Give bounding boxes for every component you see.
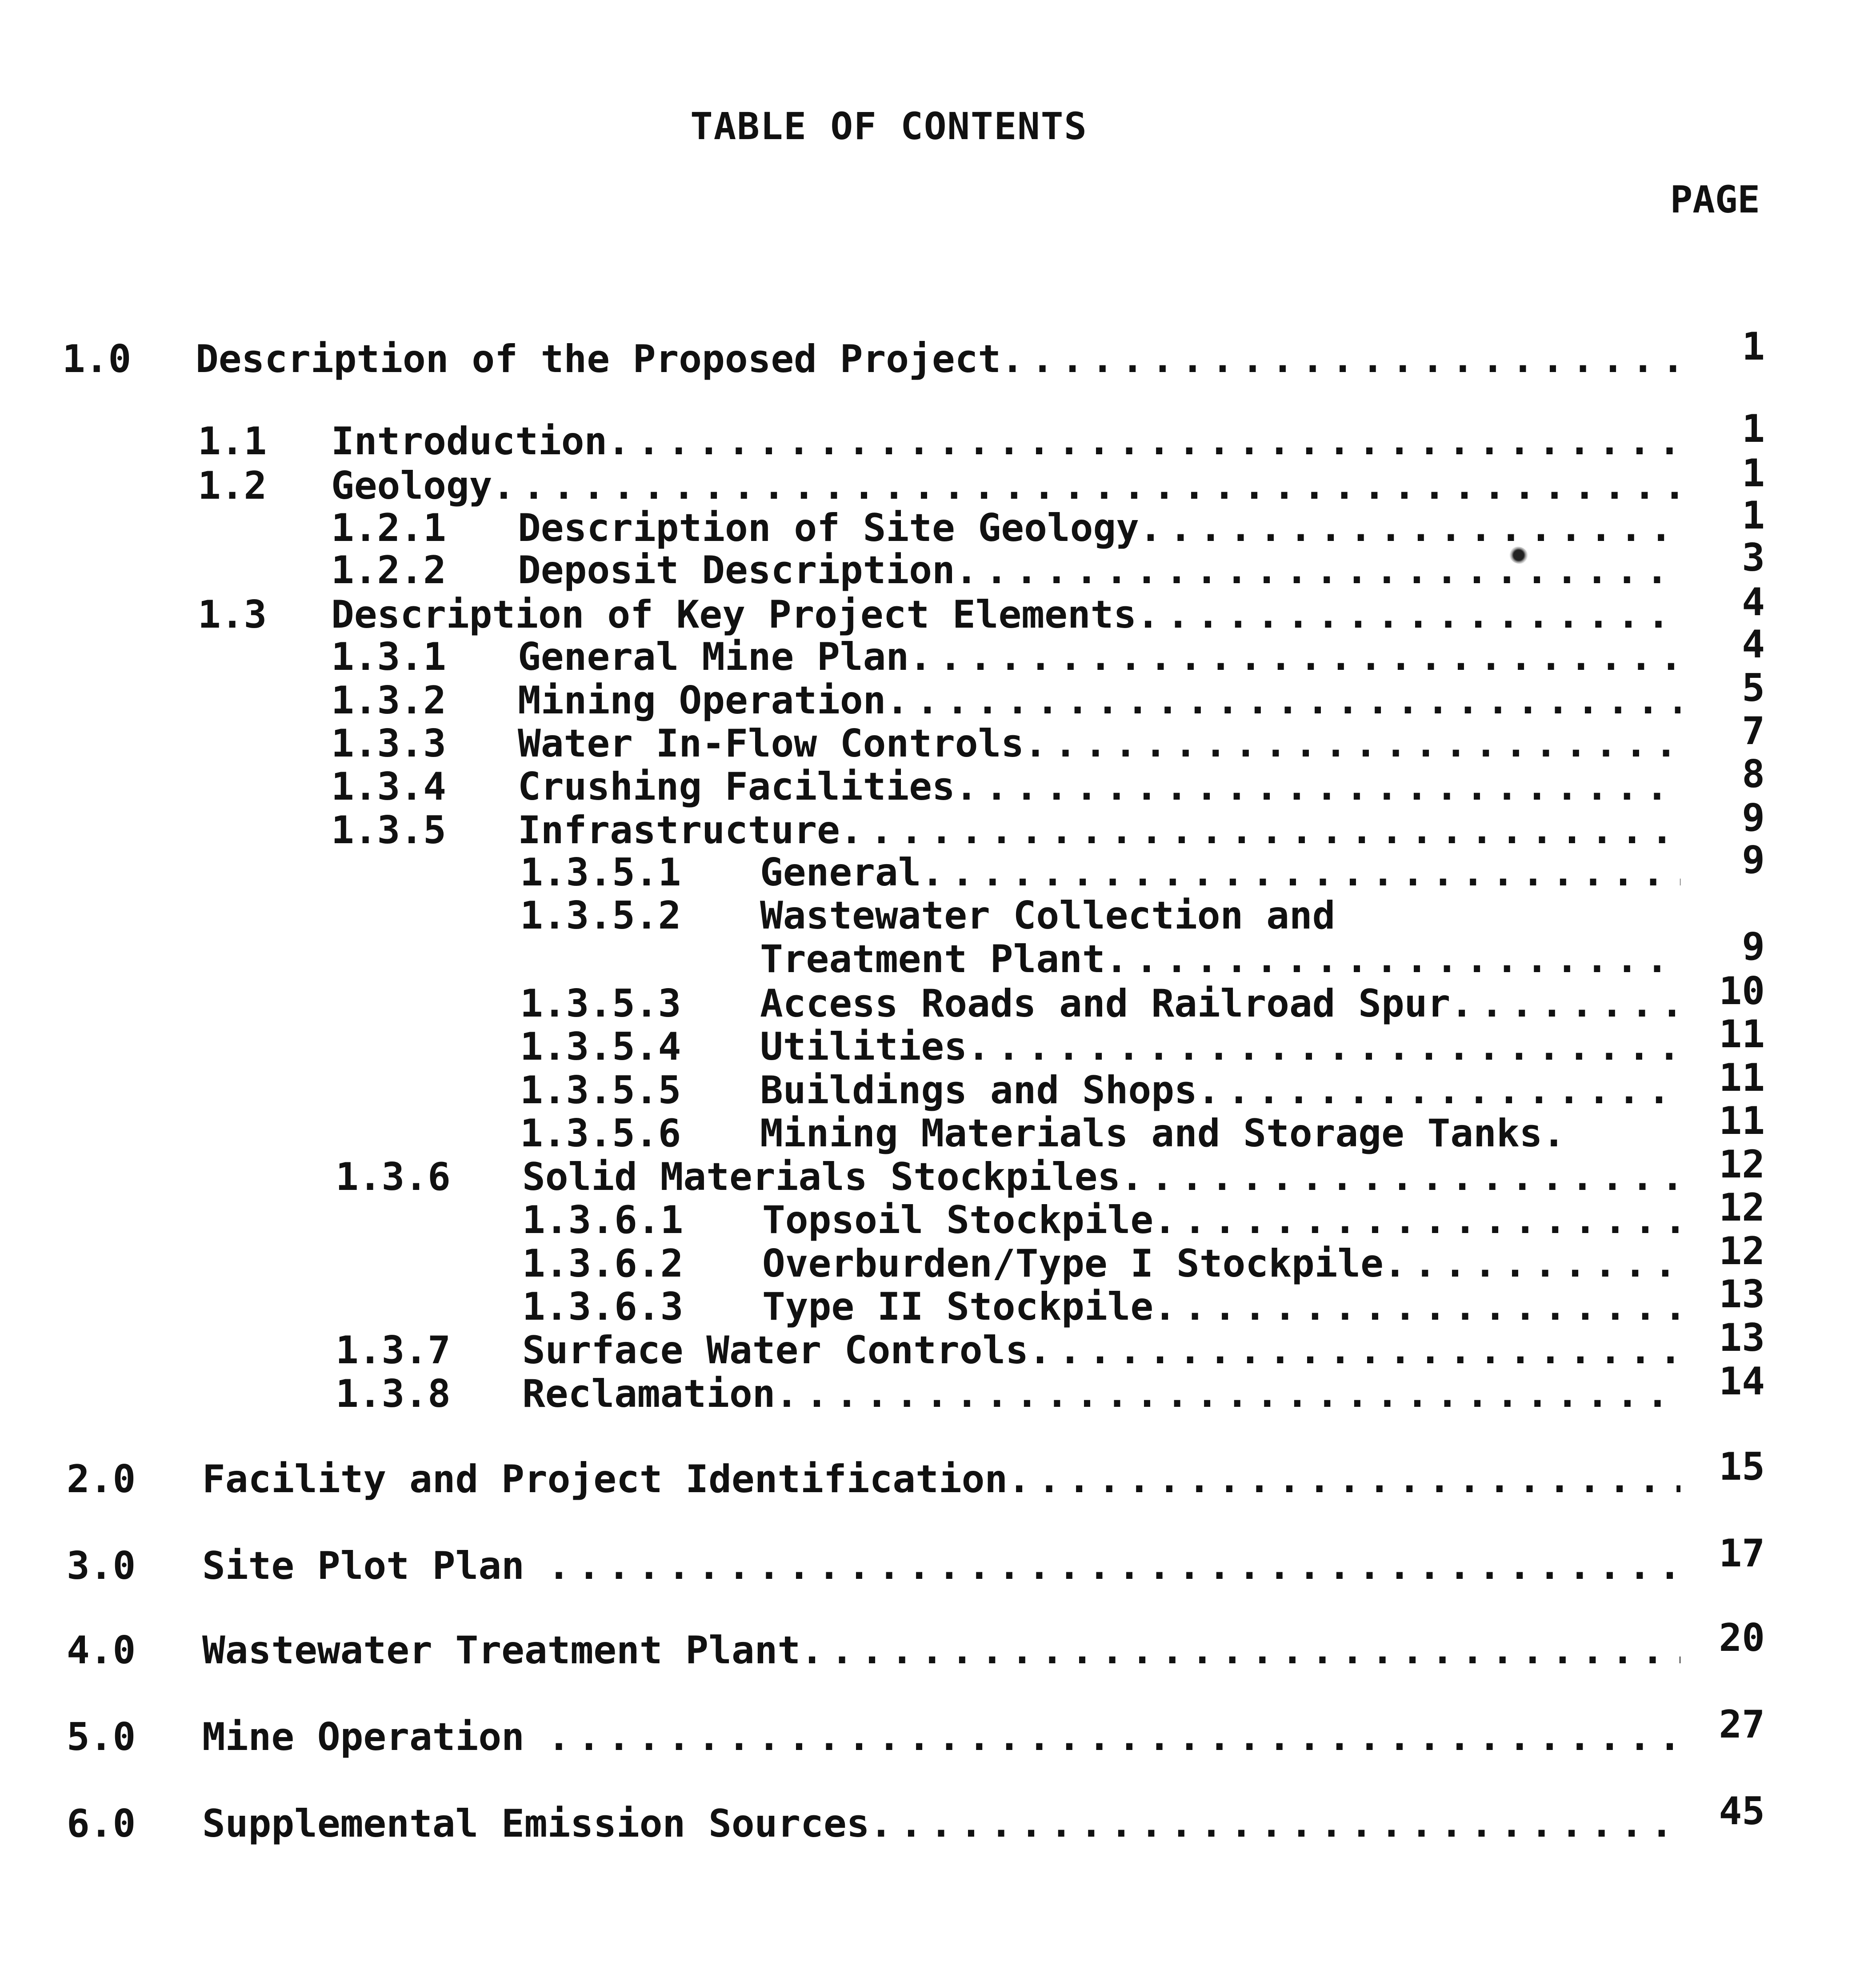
toc-entry-number: 1.3.6.1 [522, 1198, 684, 1242]
toc-entry-number: 1.2.1 [331, 506, 446, 550]
toc-entry-number: 1.3.1 [331, 635, 446, 679]
toc-entry-page: 27 [1719, 1702, 1765, 1747]
dot-leader [870, 1802, 1680, 1845]
toc-entry-page: 12 [1719, 1185, 1765, 1230]
toc-entry [0, 796, 1876, 853]
toc-entry-number: 1.3.5.5 [520, 1068, 681, 1113]
toc-entry [0, 709, 1876, 766]
toc-entry-leader [202, 1629, 1680, 1672]
toc-entry-leader [762, 1285, 1680, 1328]
toc-entry-number: 1.3.5.2 [520, 893, 681, 938]
toc-entry-title: Buildings and Shops [760, 1069, 1197, 1112]
toc-entry-leader [331, 464, 1680, 507]
toc-entry-page: 11 [1719, 1012, 1765, 1057]
toc-entry-title: Description of the Proposed Project [196, 338, 1001, 380]
toc-entry-title: Mine Operation [202, 1716, 548, 1758]
toc-entry-page: 15 [1719, 1445, 1765, 1489]
dot-leader [1105, 938, 1680, 981]
toc-entry-number: 1.3.5 [331, 808, 446, 853]
toc-entry [0, 1012, 1876, 1069]
toc-entry-title: Surface Water Controls [522, 1329, 1029, 1372]
toc-entry [0, 1789, 1876, 1846]
toc-entry [0, 969, 1876, 1026]
toc-entry-title: Facility and Project Identification [202, 1458, 1008, 1501]
toc-entry [0, 493, 1876, 550]
toc-entry-page: 3 [1742, 536, 1765, 580]
toc-entry-page: 8 [1742, 752, 1765, 797]
toc-entry [0, 1445, 1876, 1502]
toc-entry-page: 10 [1719, 969, 1765, 1013]
dot-leader [967, 1025, 1680, 1068]
toc-entry [0, 536, 1876, 593]
toc-entry-number: 6.0 [67, 1802, 136, 1846]
toc-entry-number: 1.3 [198, 593, 267, 637]
toc-entry-leader [196, 338, 1680, 380]
toc-entry-page: 12 [1719, 1142, 1765, 1187]
toc-entry [0, 622, 1876, 679]
toc-entry-number: 1.1 [198, 419, 267, 464]
dot-leader [1153, 1199, 1680, 1241]
toc-entry-leader [202, 1545, 1680, 1587]
toc-entry [0, 838, 1876, 895]
dot-leader [548, 1545, 1680, 1587]
toc-entry-leader [760, 894, 1680, 937]
toc-entry-page: 20 [1719, 1616, 1765, 1660]
dot-leader [909, 636, 1680, 678]
toc-entry-page: 7 [1742, 709, 1765, 753]
dot-leader [548, 1716, 1680, 1758]
toc-entry [0, 894, 1876, 937]
toc-entry-page: 17 [1719, 1531, 1765, 1576]
toc-entry-title: Mining Materials and Storage Tanks. [760, 1112, 1566, 1155]
toc-entry [0, 752, 1876, 809]
toc-entry [0, 1056, 1876, 1113]
toc-entry-leader [518, 765, 1680, 808]
toc-entry-title: Deposit Description [518, 549, 955, 592]
toc-entry-page: 1 [1742, 451, 1765, 496]
toc-entry-title: Reclamation [522, 1373, 776, 1415]
toc-entry-page: 9 [1742, 925, 1765, 969]
toc-entry-leader [518, 722, 1680, 765]
toc-entry-leader [522, 1156, 1680, 1198]
toc-entry-leader [202, 1802, 1680, 1845]
toc-entry-number: 1.2 [198, 464, 267, 508]
toc-entry-number: 1.3.5.3 [520, 981, 681, 1026]
toc-entry-number: 1.3.7 [336, 1328, 451, 1373]
toc-entry [0, 666, 1876, 723]
toc-entry-page: 45 [1719, 1789, 1765, 1834]
dot-leader [1001, 338, 1680, 380]
dot-leader [955, 549, 1680, 592]
toc-entry-leader [202, 1716, 1680, 1758]
toc-entry-title: Water In-Flow Controls [518, 722, 1024, 765]
toc-entry-leader [202, 1458, 1680, 1501]
toc-entry-page: 13 [1719, 1316, 1765, 1360]
toc-entry-page: 14 [1719, 1359, 1765, 1404]
toc-entry-number: 3.0 [67, 1544, 136, 1588]
toc-entry-leader [762, 1242, 1680, 1285]
toc-entry-number: 1.3.5.4 [520, 1025, 681, 1069]
toc-entry-title-line2: Treatment Plant [760, 938, 1105, 981]
dot-leader [1384, 1242, 1680, 1285]
toc-entry-page: 9 [1742, 796, 1765, 840]
toc-entry-title: Site Plot Plan [202, 1545, 548, 1587]
toc-entry [0, 1099, 1876, 1156]
dot-leader [1136, 593, 1680, 636]
toc-entry-page: 11 [1719, 1056, 1765, 1100]
toc-entry-title: General Mine Plan [518, 636, 909, 678]
toc-entry-number: 1.0 [62, 337, 132, 381]
toc-entry-title: Type II Stockpile [762, 1285, 1154, 1328]
dot-leader [1120, 1156, 1680, 1198]
toc-entry-number: 1.3.3 [331, 721, 446, 766]
toc-entry-leader [331, 593, 1680, 636]
toc-entry [0, 1229, 1876, 1286]
page-title: TABLE OF CONTENTS [690, 104, 1088, 148]
toc-entry-title: Mining Operation [518, 679, 886, 722]
toc-entry-number: 1.3.6 [336, 1155, 451, 1199]
toc-entry-leader [760, 1069, 1680, 1112]
toc-entry-title: Description of Site Geology [518, 507, 1139, 549]
dot-leader [1153, 1285, 1680, 1328]
toc-entry-page: 13 [1719, 1272, 1765, 1317]
toc-entry-title: Infrastructure [518, 809, 840, 852]
toc-entry-leader [760, 1025, 1680, 1068]
toc-entry-number: 1.2.2 [331, 548, 446, 593]
toc-entry-page: 11 [1719, 1099, 1765, 1143]
toc-entry-leader [522, 1373, 1680, 1415]
toc-entry-title: Supplemental Emission Sources [202, 1802, 870, 1845]
toc-entry-leader [760, 851, 1680, 894]
toc-entry [0, 324, 1876, 381]
toc-entry-title: Crushing Facilities [518, 765, 955, 808]
dot-leader [921, 851, 1680, 894]
dot-leader [955, 765, 1680, 808]
dot-leader [1139, 507, 1680, 549]
toc-entry-leader [518, 507, 1680, 549]
toc-entry-title: Wastewater Treatment Plant [202, 1629, 801, 1672]
toc-entry-title: General [760, 851, 921, 894]
toc-entry [0, 407, 1876, 464]
dot-leader [1197, 1069, 1680, 1112]
toc-entry-page: 4 [1742, 622, 1765, 667]
toc-entry-title: Utilities [760, 1025, 967, 1068]
toc-entry-continuation [0, 925, 1876, 981]
toc-entry-leader [518, 549, 1680, 592]
toc-entry-page: 5 [1742, 666, 1765, 710]
toc-entry-title: Wastewater Collection and [760, 894, 1336, 937]
toc-entry-leader [760, 938, 1680, 981]
dot-leader [886, 679, 1680, 722]
toc-entry-page: 1 [1742, 407, 1765, 451]
toc-entry-number: 1.3.2 [331, 678, 446, 723]
page-column-heading: PAGE [1670, 178, 1760, 221]
toc-entry-title: Overburden/Type I Stockpile [762, 1242, 1384, 1285]
toc-entry-leader [762, 1199, 1680, 1241]
toc-entry-title: Introduction [331, 420, 608, 463]
dot-leader [1028, 1329, 1680, 1372]
dot-leader [1008, 1458, 1680, 1501]
toc-entry-number: 1.3.4 [331, 765, 446, 809]
dot-leader [800, 1629, 1680, 1672]
toc-entry [0, 1272, 1876, 1329]
toc-entry-page: 12 [1719, 1229, 1765, 1273]
dot-leader [840, 809, 1680, 852]
dot-leader [607, 420, 1680, 463]
toc-entry [0, 580, 1876, 637]
toc-entry [0, 1616, 1876, 1673]
toc-entry-number: 1.3.8 [336, 1372, 451, 1416]
toc-entry [0, 1142, 1876, 1199]
toc-entry-number: 4.0 [67, 1628, 136, 1673]
toc-entry-number: 1.3.6.3 [522, 1285, 684, 1329]
toc-entry-leader [518, 636, 1680, 678]
toc-entry-title: Solid Materials Stockpiles [522, 1156, 1121, 1198]
dot-leader [776, 1373, 1680, 1415]
toc-entry-page: 9 [1742, 838, 1765, 882]
toc-entry [0, 1185, 1876, 1242]
toc-entry-number: 5.0 [67, 1715, 136, 1759]
dot-leader [492, 464, 1680, 507]
toc-entry-number: 1.3.6.2 [522, 1241, 684, 1286]
toc-entry [0, 451, 1876, 508]
toc-entry [0, 1359, 1876, 1416]
toc-entry [0, 1316, 1876, 1373]
dot-leader [1450, 982, 1680, 1025]
toc-entry-page: 4 [1742, 580, 1765, 625]
toc-entry-title: Topsoil Stockpile [762, 1199, 1154, 1241]
toc-entry-leader [760, 1112, 1680, 1155]
dot-leader [1024, 722, 1680, 765]
toc-entry [0, 1531, 1876, 1588]
toc-entry-leader [760, 982, 1680, 1025]
toc-entry-leader [518, 679, 1680, 722]
toc-entry-number: 1.3.5.1 [520, 850, 681, 895]
toc-entry-leader [331, 420, 1680, 463]
toc-entry-title: Geology [331, 464, 492, 507]
toc-entry-leader [522, 1329, 1680, 1372]
toc-entry [0, 1702, 1876, 1759]
toc-entry-page: 1 [1742, 493, 1765, 538]
toc-entry-page: 1 [1742, 324, 1765, 369]
toc-entry-number: 2.0 [67, 1457, 136, 1502]
toc-entry-number: 1.3.5.6 [520, 1111, 681, 1156]
toc-entry-title: Access Roads and Railroad Spur [760, 982, 1451, 1025]
toc-entry-title: Description of Key Project Elements [331, 593, 1137, 636]
toc-entry-leader [518, 809, 1680, 852]
